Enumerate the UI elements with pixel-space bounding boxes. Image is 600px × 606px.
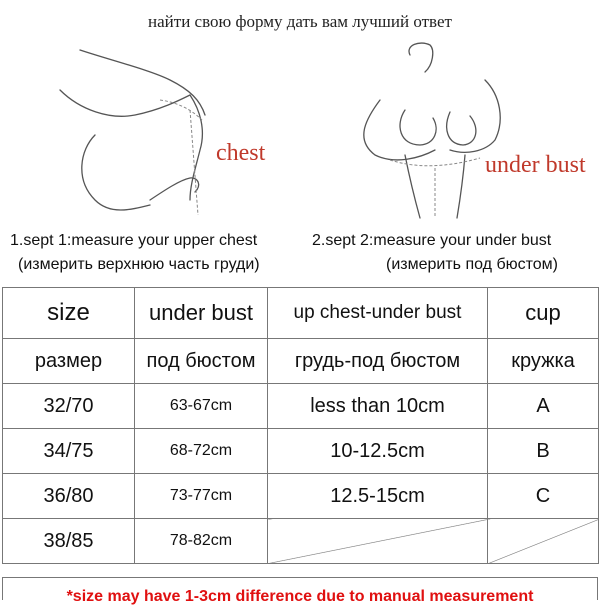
table-row <box>3 474 599 519</box>
cell-size: 38/85 <box>3 519 135 564</box>
figure-head-outline <box>409 43 433 72</box>
figure-right-arm-outline <box>450 80 500 152</box>
measurement-note: *size may have 1-3cm difference due to manual measurement <box>66 588 534 605</box>
cell-under-bust: 63-67cm <box>135 384 268 429</box>
upper-chest-measure-illustration <box>40 40 280 220</box>
cell-under-bust: 73-77cm <box>135 474 268 519</box>
header-under-bust-ru: под бюстом <box>135 339 268 384</box>
header-difference: up chest-under bust <box>268 288 488 339</box>
step-1-translation: (измерить верхнюю часть груди) <box>18 256 260 273</box>
cell-difference: 12.5-15cm <box>268 474 488 519</box>
under-bust-label: under bust <box>485 152 586 178</box>
cell-under-bust: 68-72cm <box>135 429 268 474</box>
cell-difference-empty <box>268 519 488 564</box>
cell-under-bust: 78-82cm <box>135 519 268 564</box>
cell-cup-empty <box>488 519 599 564</box>
header-cup-ru: кружка <box>488 339 599 384</box>
figure-bust-right-outline <box>447 112 476 145</box>
chest-label: chest <box>216 140 266 166</box>
cell-size: 34/75 <box>3 429 135 474</box>
cell-cup: B <box>488 429 599 474</box>
header-size-ru: размер <box>3 339 135 384</box>
table-row <box>3 384 599 429</box>
figure-left-arm-outline <box>364 100 435 160</box>
header-difference-ru: грудь-под бюстом <box>268 339 488 384</box>
cell-cup: C <box>488 474 599 519</box>
figure-back-outline <box>80 50 205 115</box>
cell-cup: A <box>488 384 599 429</box>
note-border-top <box>2 577 598 578</box>
header-under-bust: under bust <box>135 288 268 339</box>
measuring-tape-loop <box>160 100 202 120</box>
table-row <box>3 429 599 474</box>
under-bust-measure-illustration <box>335 40 575 220</box>
figure-chest-outline <box>190 95 202 200</box>
figure-bust-left-outline <box>400 110 436 145</box>
header-cup: cup <box>488 288 599 339</box>
table-header-row-ru <box>3 339 599 384</box>
cell-size: 36/80 <box>3 474 135 519</box>
figure-arm-outline <box>60 90 190 116</box>
step-2-translation: (измерить под бюстом) <box>386 256 558 273</box>
page-title: найти свою форму дать вам лучший ответ <box>148 12 452 31</box>
cell-difference: less than 10cm <box>268 384 488 429</box>
header-size: size <box>3 288 135 339</box>
table-row <box>3 519 599 564</box>
figure-waist-outline <box>457 155 465 218</box>
table-header-row <box>3 288 599 339</box>
cell-size: 32/70 <box>3 384 135 429</box>
size-chart-table <box>2 287 599 564</box>
cell-difference: 10-12.5cm <box>268 429 488 474</box>
step-2-text: 2.sept 2:measure your under bust <box>312 232 552 249</box>
step-1-text: 1.sept 1:measure your upper chest <box>10 232 258 249</box>
figure-body-outline <box>82 135 150 210</box>
